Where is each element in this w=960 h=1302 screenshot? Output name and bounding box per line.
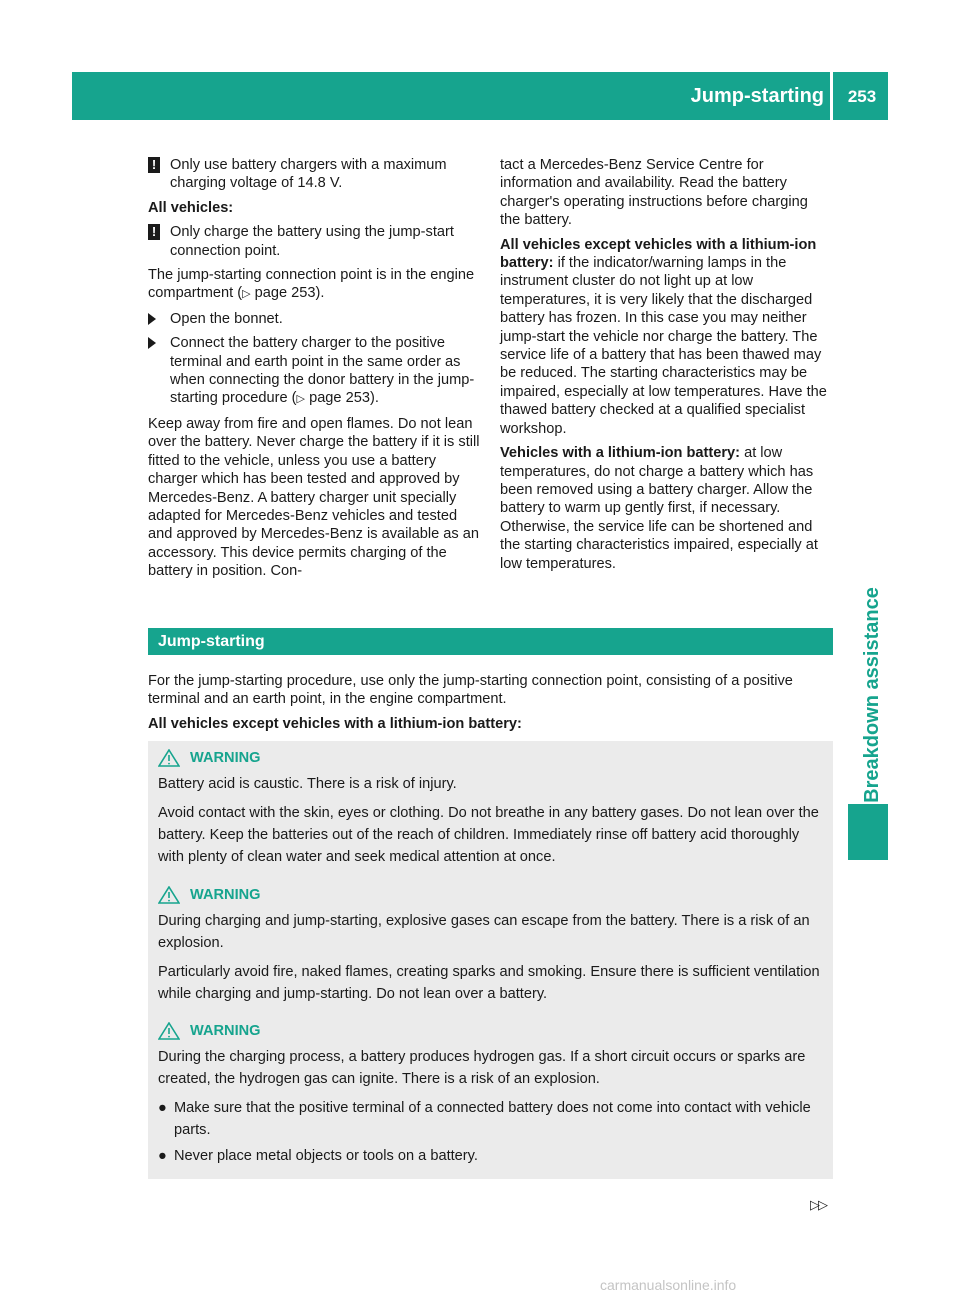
section-title: Jump-starting [158,633,265,650]
bullet-icon: ● [158,1148,167,1165]
paragraph: Keep away from fire and open flames. Do not lean over the battery. Never charge the battery if it is still fitted to the vehicle, unless you use a battery charger which has been tested and approved by Mercedes-Benz. A battery charger unit specially adapted for Mercedes-Benz vehicles and tested and approved by Mercedes-Benz is available as an accessory. This device permits charging of the battery in position. Con- [148,415,480,580]
warning-header [158,886,825,904]
paragraph-text: The jump-starting connection point is in the engine compartment ( [148,267,475,302]
side-tab-label: Breakdown assistance [861,587,883,803]
section-heading-bar [148,628,833,655]
subheading: All vehicles except vehicles with a lithium-ion battery: [148,715,522,732]
side-tab [856,560,888,830]
warning-triangle-icon [158,886,180,904]
note-text: Only use battery chargers with a maximum charging voltage of 14.8 V. [170,157,447,192]
list-item [158,1097,825,1141]
note-icon: ! [148,224,160,240]
subheading: All vehicles: [148,199,234,216]
step-item [148,310,480,328]
warning-text: Particularly avoid fire, naked flames, creating sparks and smoking. Ensure there is sufficient ventilation while charging and jump-starting. Do not lean over a battery. [158,964,820,1003]
list-item-text: Never place metal objects or tools on a battery. [174,1148,478,1165]
section-intro [148,672,833,739]
note-icon: ! [148,157,160,173]
warning-text: During the charging process, a battery produces hydrogen gas. If a short circuit occurs or sparks are created, the hydrogen gas can ignite. There is a risk of an explosion. [158,1049,806,1088]
step-arrow-icon [148,313,156,325]
left-column [148,156,480,587]
warning-triangle-icon [158,749,180,767]
warning-label: WARNING [190,750,261,766]
paragraph: For the jump-starting procedure, use only the jump-starting connection point, consisting of a positive terminal and an earth point, in the engine compartment. [148,673,793,708]
page-ref-link[interactable]: page 253 [254,285,316,302]
inline-heading: Vehicles with a lithium-ion battery: [500,445,741,462]
warning-text: Battery acid is caustic. There is a risk of injury. [158,776,457,793]
list-item [158,1145,825,1167]
header-divider [830,72,833,120]
note-text: Only charge the battery using the jump-start connection point. [170,224,454,259]
note-block [148,156,480,193]
bullet-icon: ● [158,1100,167,1117]
warning-label: WARNING [190,1023,261,1039]
watermark: carmanualsonline.info [600,1277,737,1293]
page-title: Jump-starting [690,85,824,107]
note-block [148,223,480,260]
paragraph-text: ). [315,285,325,302]
step-text: ). [369,390,379,407]
warning-header [158,749,825,767]
paragraph: tact a Mercedes-Benz Service Centre for information and availability. Read the battery charger's operating instructions before charging the battery. [500,157,808,229]
warning-text: During charging and jump-starting, explosive gases can escape from the battery. There is a risk of an explosion. [158,913,810,952]
warning-box [148,1014,833,1179]
page-number: 253 [847,87,877,106]
page-ref-icon: ▷ [242,288,251,301]
paragraph [500,444,832,573]
right-column [500,156,832,579]
paragraph [500,236,832,438]
inline-heading: All vehicles except vehicles with a lithium-ion battery: [500,236,817,272]
warning-box [148,878,833,1020]
continued-icon: ▷▷ [810,1197,826,1212]
warning-triangle-icon [158,1022,180,1040]
warning-box [148,741,833,883]
step-arrow-icon [148,337,156,349]
paragraph [148,266,480,304]
warning-text: Avoid contact with the skin, eyes or clothing. Do not breathe in any battery gases. Do not lean over the battery. Keep the batteries out of the reach of children. Immediately rinse off battery acid thoroughly with plenty of clean water and seek medical attention at once. [158,805,819,866]
paragraph-text: if the indicator/warning lamps in the instrument cluster do not light up at low temperatures, it is very likely that the discharged battery has frozen. In this case you may neither jump-start the vehicle nor charge the battery. The service life of a battery that has been thawed may be reduced. The starting characteristics may be impaired, especially at low temperatures. Have the thawed battery checked at a qualified specialist workshop. [500,255,827,437]
step-text: Open the bonnet. [170,310,283,327]
page-ref-link[interactable]: page 253 [309,390,370,407]
step-item [148,334,480,409]
page-ref-icon: ▷ [296,393,306,406]
side-tab-marker [848,804,888,860]
list-item-text: Make sure that the positive terminal of a connected battery does not come into contact with vehicle parts. [174,1100,811,1139]
step-text: Connect the battery charger to the positive terminal and earth point in the same order as when connecting the donor battery in the jump-starting procedure ( [170,335,475,407]
paragraph-text: at low temperatures, do not charge a battery which has been removed using a battery charger. Allow the battery to warm up gently first, if necessary. Otherwise, the service life can be shortened and the starting characteristics impaired, especially at low temperatures. [500,445,818,572]
warning-label: WARNING [190,887,261,903]
warning-header [158,1022,825,1040]
